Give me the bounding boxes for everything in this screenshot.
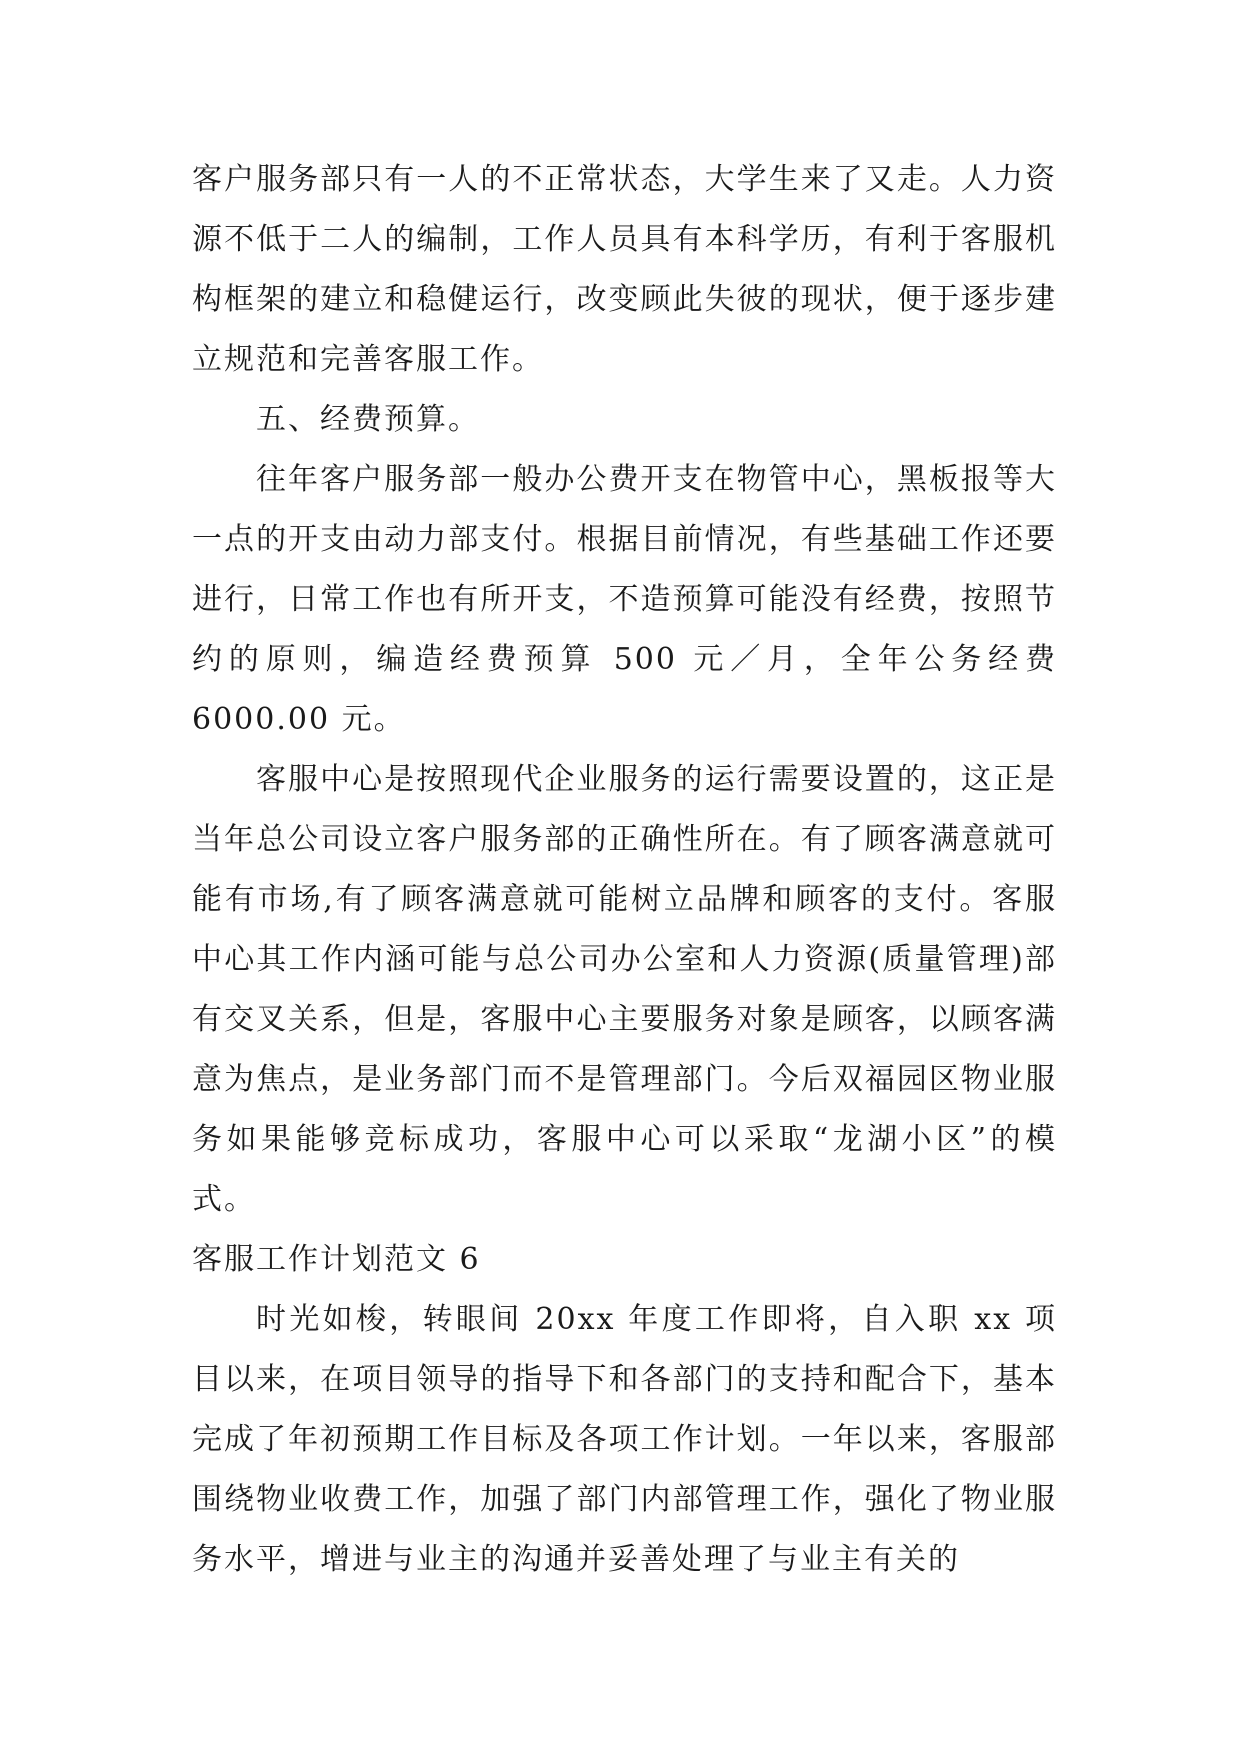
document-page — [192, 150, 1057, 1590]
section-heading-budget: 五、经费预算。 — [256, 402, 480, 437]
paragraph-budget: 往年客户服务部一般办公费开支在物管中心，黑板报等大一点的开支由动力部支付。根据目前情况，有些基础工作还要进行，日常工作也有所开支，不造预算可能没有经费，按照节约的原则，编造经费预算 500 元／月，全年公务经费 6000.00 元。 — [192, 462, 1057, 737]
article-title: 客服工作计划范文 6 — [192, 1242, 481, 1277]
paragraph-staffing: 客户服务部只有一人的不正常状态，大学生来了又走。人力资源不低于二人的编制，工作人员具有本科学历，有利于客服机构框架的建立和稳健运行，改变顾此失彼的现状，便于逐步建立规范和完善客服工作。 — [192, 162, 1057, 377]
paragraph-service-center: 客服中心是按照现代企业服务的运行需要设置的，这正是当年总公司设立客户服务部的正确性所在。有了顾客满意就可能有市场,有了顾客满意就可能树立品牌和顾客的支付。客服中心其工作内涵可能与总公司办公室和人力资源(质量管理)部有交叉关系，但是，客服中心主要服务对象是顾客，以顾客满意为焦点，是业务部门而不是管理部门。今后双福园区物业服务如果能够竞标成功，客服中心可以采取“龙湖小区”的模式。 — [192, 762, 1057, 1217]
paragraph-annual-summary: 时光如梭，转眼间 20xx 年度工作即将，自入职 xx 项目以来，在项目领导的指导下和各部门的支持和配合下，基本完成了年初预期工作目标及各项工作计划。一年以来，客服部围绕物业收费工作，加强了部门内部管理工作，强化了物业服务水平，增进与业主的沟通并妥善处理了与业主有关的 — [192, 1302, 1057, 1577]
